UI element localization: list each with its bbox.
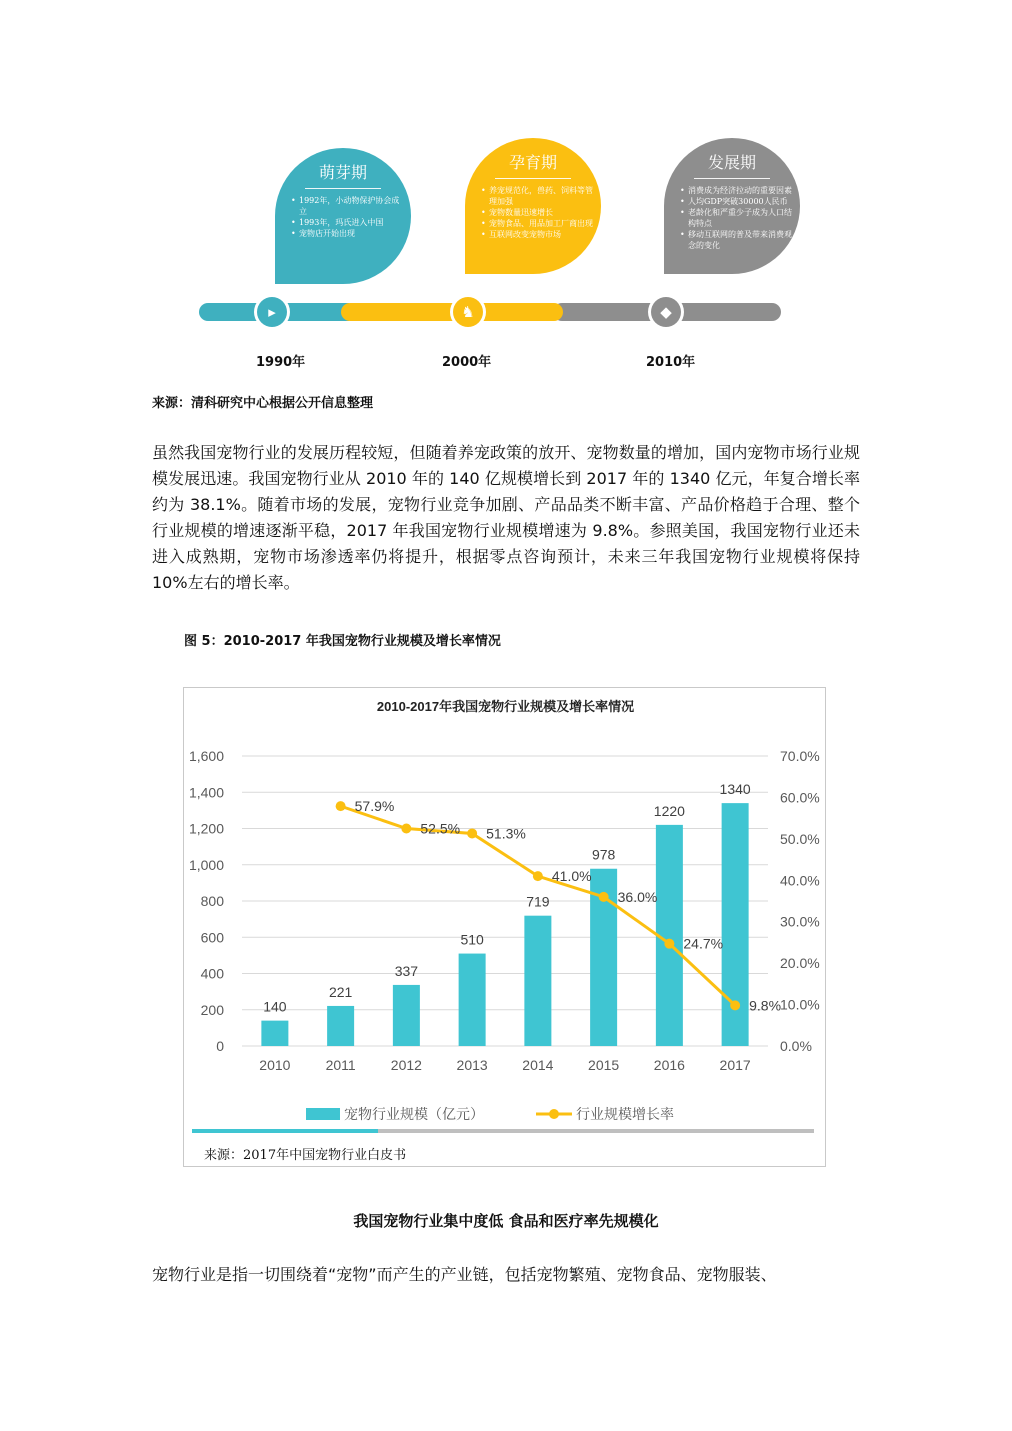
timeline-source: 来源：清科研究中心根据公开信息整理 <box>152 396 374 411</box>
phase-item: • 养宠规范化，兽药、饲料等管理加强 <box>483 185 593 207</box>
y-left-tick-label: 1,600 <box>188 748 224 764</box>
x-tick-label: 2011 <box>325 1057 356 1073</box>
bar <box>327 1006 354 1046</box>
x-tick-label: 2013 <box>456 1057 488 1073</box>
phase-items <box>473 185 593 240</box>
x-tick-label: 2010 <box>259 1057 291 1073</box>
y-right-tick-label: 10.0% <box>780 996 820 1013</box>
body-paragraph: 虽然我国宠物行业的发展历程较短，但随着养宠政策的放开、宠物数量的增加，国内宠物市场行业规模发展迅速。我国宠物行业从 2010 年的 140 亿规模增长到 2017 年的 1340 亿元，年复合增长率约为 38.1%。随着市场的发展，宠物行业竞争加剧、产品品类不断丰富、产品价格趋于合理、整个行业规模的增速逐渐平稳，2017 年我国宠物行业规模增速为 9.8%。参照美国，我国宠物行业还未进入成熟期，宠物市场渗透率仍将提升，根据零点咨询预计，未来三年我国宠物行业规模将保持 10%左右的增长率。 <box>152 443 860 592</box>
legend-swatch-bars <box>306 1108 340 1120</box>
y-right-tick-label: 60.0% <box>780 789 820 806</box>
bar <box>524 916 551 1046</box>
phase-title: 孕育期 <box>508 153 557 172</box>
combo-chart <box>184 688 825 1133</box>
bar <box>393 985 420 1046</box>
bar <box>261 1021 288 1046</box>
y-right-tick-label: 70.0% <box>780 748 820 764</box>
line-point <box>599 892 609 902</box>
fish-icon: ◆ <box>648 294 684 330</box>
x-tick-label: 2017 <box>719 1057 751 1073</box>
figure-caption: 图 5：2010-2017 年我国宠物行业规模及增长率情况 <box>184 634 501 649</box>
phase-items <box>283 195 403 239</box>
y-left-tick-label: 0 <box>216 1038 224 1054</box>
bar-data-label: 510 <box>460 931 484 948</box>
phase-title: 发展期 <box>707 153 756 172</box>
bar-data-label: 978 <box>591 846 616 863</box>
y-right-tick-label: 0.0% <box>780 1038 812 1054</box>
y-right-tick-label: 20.0% <box>780 955 820 972</box>
line-data-label: 36.0% <box>617 888 658 905</box>
bar-data-label: 1340 <box>719 781 751 798</box>
body-paragraph: 宠物行业是指一切围绕着“宠物”而产生的产业链，包括宠物繁殖、宠物食品、宠物服装、 <box>152 1265 777 1284</box>
decorative-strip <box>378 1129 814 1133</box>
y-right-tick-label: 50.0% <box>780 830 820 847</box>
line-point <box>533 871 543 881</box>
line-point <box>730 1000 740 1010</box>
y-left-tick-label: 400 <box>200 965 224 982</box>
y-left-tick-label: 1,000 <box>188 856 224 873</box>
y-right-tick-label: 30.0% <box>780 913 820 930</box>
y-right-tick-label: 40.0% <box>780 872 820 889</box>
x-tick-label: 2012 <box>390 1057 422 1073</box>
bar-data-label: 719 <box>526 893 550 910</box>
phase-title: 萌芽期 <box>318 163 367 182</box>
phase-item: • 消费成为经济拉动的重要因素 <box>682 185 792 196</box>
phase-items <box>672 185 792 251</box>
bar <box>459 954 486 1046</box>
line-data-label: 57.9% <box>354 798 395 815</box>
rabbit-icon: ♞ <box>450 294 486 330</box>
phase-item: • 宠物食品、用品加工厂商出现 <box>483 218 593 229</box>
x-tick-label: 2016 <box>653 1057 685 1073</box>
phase-item: • 宠物数量迅速增长 <box>483 207 593 218</box>
chart-panel <box>183 687 826 1167</box>
phase-bubble-gestation <box>465 138 601 274</box>
y-left-tick-label: 600 <box>200 929 224 946</box>
line-point <box>664 939 674 949</box>
x-tick-label: 2015 <box>588 1057 620 1073</box>
line-data-label: 41.0% <box>551 868 592 885</box>
timeline-year: 1990年 <box>256 355 306 370</box>
timeline-year: 2000年 <box>442 355 492 370</box>
line-data-label: 52.5% <box>420 820 461 837</box>
line-data-label: 9.8% <box>749 997 782 1014</box>
y-left-tick-label: 200 <box>200 1001 224 1018</box>
bar-data-label: 140 <box>263 998 287 1015</box>
y-left-tick-label: 1,200 <box>188 820 224 837</box>
phase-item: • 老龄化和严重少子成为人口结构特点 <box>682 207 792 229</box>
phase-item: • 人均GDP突破30000人民币 <box>682 196 792 207</box>
bar-data-label: 221 <box>328 983 353 1000</box>
bar-data-label: 337 <box>394 962 419 979</box>
legend-label-line: 行业规模增长率 <box>576 1107 674 1123</box>
chart-source: 来源：2017年中国宠物行业白皮书 <box>204 1148 407 1163</box>
phase-item: • 移动互联网的普及带来消费观念的变化 <box>682 229 792 251</box>
line-point <box>401 824 411 834</box>
line-point <box>467 828 477 838</box>
bar-data-label: 1220 <box>653 802 685 819</box>
phase-bubble-development <box>664 138 800 274</box>
timeline-year: 2010年 <box>646 355 696 370</box>
line-data-label: 24.7% <box>683 935 724 952</box>
chart-title: 2010-2017年我国宠物行业规模及增长率情况 <box>376 699 635 714</box>
dog-icon: ▸ <box>254 294 290 330</box>
y-left-tick-label: 1,400 <box>188 784 224 801</box>
phase-item: • 1992年，小动物保护协会成立 <box>293 195 403 217</box>
y-left-tick-label: 800 <box>200 893 224 909</box>
phase-item: • 1993年，玛氏进入中国 <box>293 217 403 228</box>
legend-swatch-marker <box>549 1109 559 1119</box>
line-data-label: 51.3% <box>486 825 526 842</box>
phase-bubble-sprouting <box>275 148 411 284</box>
x-tick-label: 2014 <box>522 1057 554 1073</box>
phase-item: • 互联网改变宠物市场 <box>483 229 593 240</box>
decorative-strip <box>192 1129 378 1133</box>
legend-label-bars: 宠物行业规模（亿元） <box>344 1107 484 1123</box>
line-point <box>336 801 346 811</box>
section-heading: 我国宠物行业集中度低 食品和医疗率先规模化 <box>353 1212 659 1230</box>
phase-item: • 宠物店开始出现 <box>293 228 403 239</box>
